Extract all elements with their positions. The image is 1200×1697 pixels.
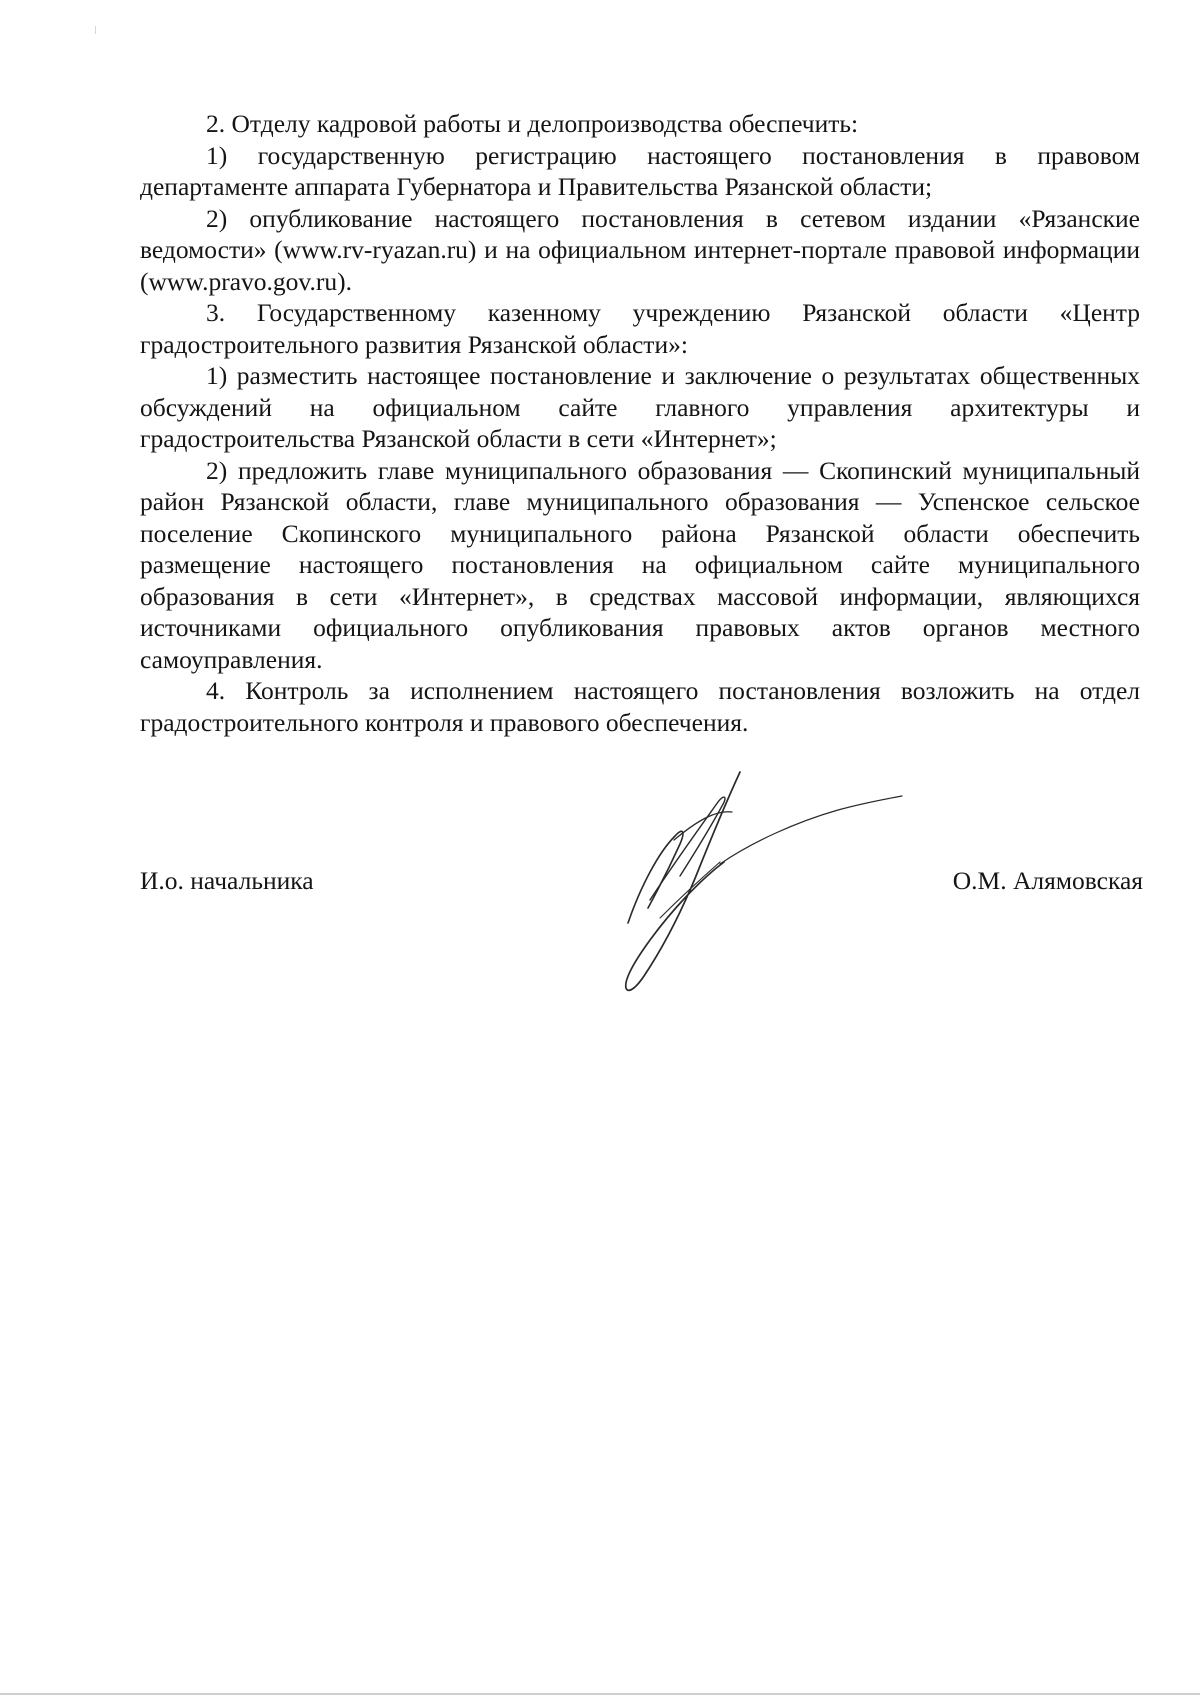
- signatory-name: О.М. Алямовская: [952, 866, 1143, 895]
- paragraph-item-3-1: 1) разместить настоящее постановление и заключение о результатах общественных обсуждений на официальном сайте главного управления архитектуры и градостроительства Рязанской области в сети «Интернет»;: [140, 361, 1140, 453]
- document-body: [140, 108, 1140, 738]
- paragraph-item-3-2: 2) предложить главе муниципального образования — Скопинский муниципальный район Рязанской области, главе муниципального образования — Успенское сельское поселение Скопинского муниципального района Рязанской области обеспечить размещение настоящего постановления на официальном сайте муниципального образования в сети «Интернет», в средствах массовой информации, являющихся источниками официального опубликования правовых актов органов местного самоуправления.: [140, 455, 1140, 674]
- paragraph-item-4: 4. Контроль за исполнением настоящего постановления возложить на отдел градостроительного контроля и правового обеспечения.: [140, 676, 1140, 737]
- scan-edge-line: [0, 1693, 1200, 1695]
- scan-speck: [95, 26, 96, 34]
- handwritten-signature: [620, 758, 910, 998]
- paragraph-item-2-2: 2) опубликование настоящего постановления в сетевом издании «Рязанские ведомости» (www.rv-ryazan.ru) и на официальном интернет-портале правовой информации (www.pravo.gov.ru).: [140, 203, 1140, 296]
- paragraph-item-2: 2. Отделу кадровой работы и делопроизводства обеспечить:: [206, 109, 859, 138]
- paragraph-item-2-1: 1) государственную регистрацию настоящего постановления в правовом департаменте аппарата Губернатора и Правительства Рязанской области;: [140, 140, 1140, 201]
- paragraph-item-3: 3. Государственному казенному учреждению Рязанской области «Центр градостроительного развития Рязанской области»:: [140, 298, 1140, 359]
- signatory-position: И.о. начальника: [140, 866, 314, 895]
